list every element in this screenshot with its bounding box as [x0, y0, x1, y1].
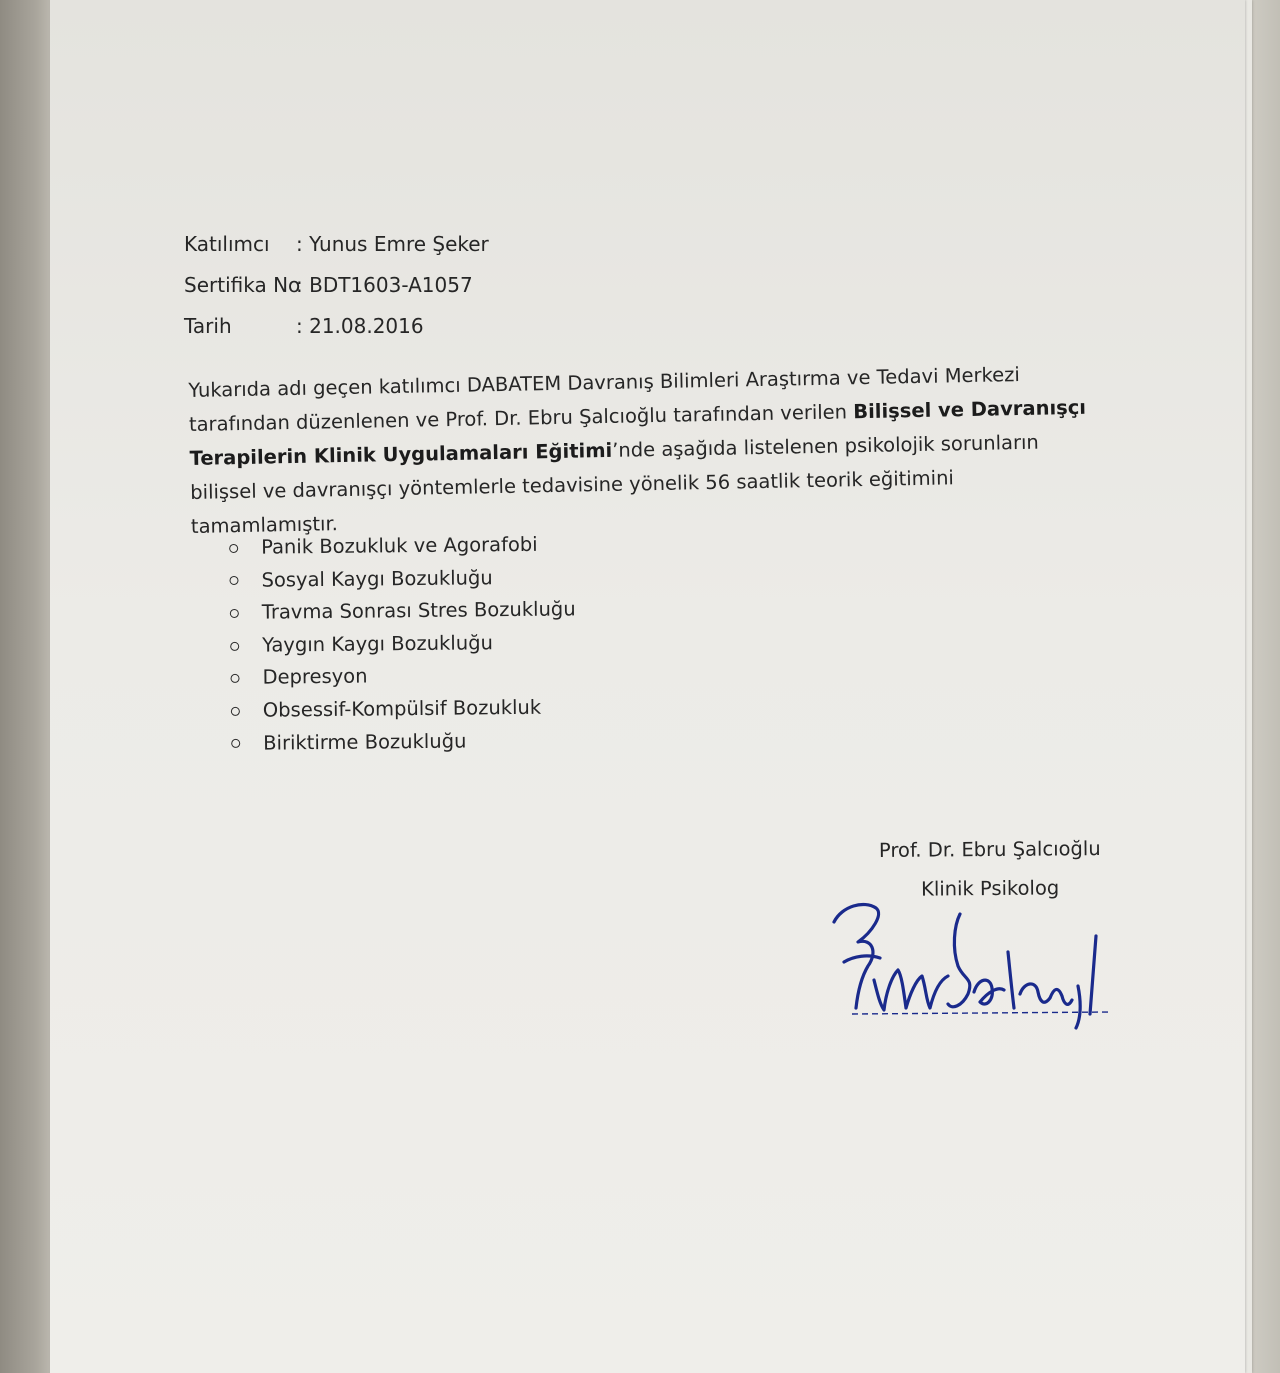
certificate-number-row: [184, 265, 489, 306]
signer-title: Klinik Psikolog: [920, 876, 1060, 901]
training-title: Bilişsel ve Davranışçı Terapilerin Klinik Uygulamaları Eğitimi: [189, 395, 1087, 470]
statement-text-1: Yukarıda adı geçen katılımcı DABATEM Davranış Bilimleri Araştırma ve Tedavi Merkezi tarafından düzenlenen ve Prof. Dr. Ebru Şalcıoğlu tarafından verilen: [188, 363, 1021, 436]
statement-text-2: ’nde aşağıda listelenen psikolojik sorunların bilişsel ve davranışçı yöntemlerle tedavisine yönelik 56 saatlik teorik eğitimini tamamlamıştır.: [190, 430, 1039, 538]
topic-label: Panik Bozukluk ve Agorafobi: [261, 532, 538, 559]
date-value: : 21.08.2016: [296, 314, 424, 338]
topic-label: Sosyal Kaygı Bozukluğu: [261, 565, 493, 592]
topic-label: Depresyon: [262, 664, 368, 690]
list-item: [228, 561, 575, 597]
topic-label: Yaygın Kaygı Bozukluğu: [262, 631, 494, 657]
participant-name: : Yunus Emre Şeker: [296, 232, 489, 256]
circle-bullet-icon: [230, 674, 239, 683]
circle-bullet-icon: [231, 739, 240, 748]
date-row: [184, 306, 489, 347]
list-item: [229, 659, 576, 695]
list-item: [228, 528, 575, 564]
list-item: [229, 594, 576, 630]
list-item: [230, 724, 577, 760]
certificate-number-label: Sertifika No: [184, 273, 301, 297]
certificate-number: : BDT1603-A1057: [296, 273, 473, 297]
circle-bullet-icon: [229, 576, 238, 585]
topic-list: [228, 528, 577, 760]
topic-label: Biriktirme Bozukluğu: [263, 729, 467, 755]
circle-bullet-icon: [231, 707, 240, 716]
date-label: Tarih: [184, 314, 232, 338]
certificate-statement: [188, 357, 1091, 544]
circle-bullet-icon: [229, 544, 238, 553]
participant-row: [184, 224, 489, 265]
signer-name: Prof. Dr. Ebru Şalcıoğlu: [878, 837, 1101, 862]
list-item: [229, 626, 576, 662]
list-item: [230, 691, 577, 727]
circle-bullet-icon: [230, 641, 239, 650]
topic-label: Obsessif-Kompülsif Bozukluk: [262, 695, 542, 722]
certificate-info: [184, 224, 489, 347]
handwritten-signature: [828, 896, 1118, 1036]
topic-label: Travma Sonrası Stres Bozukluğu: [261, 597, 576, 624]
participant-label: Katılımcı: [184, 232, 270, 256]
circle-bullet-icon: [230, 609, 239, 618]
